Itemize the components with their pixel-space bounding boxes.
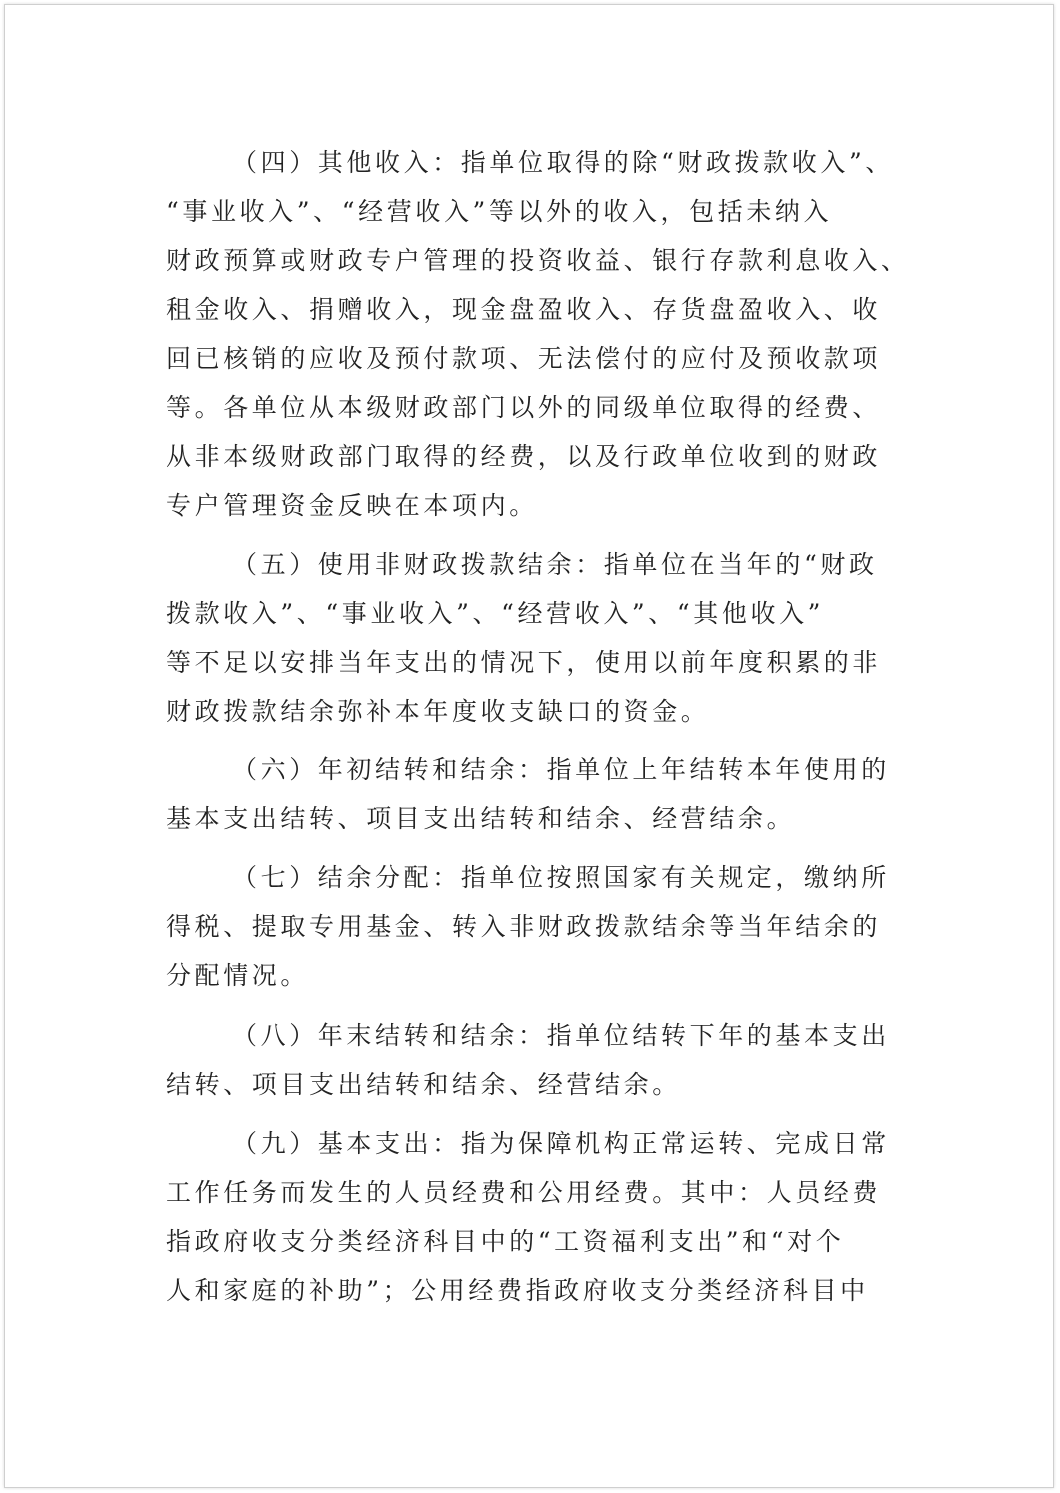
paragraph-line: 回已核销的应收及预付款项、无法偿付的应付及预收款项 (166, 344, 882, 373)
paragraph-line: （四）其他收入：指单位取得的除“财政拨款收入”、 (232, 148, 894, 177)
paragraph-line: 结转、项目支出结转和结余、经营结余。 (166, 1070, 681, 1099)
paragraph-line: 专户管理资金反映在本项内。 (166, 491, 538, 520)
paragraph-closing-balance (166, 1011, 926, 1109)
paragraph-line: 财政拨款结余弥补本年度收支缺口的资金。 (166, 697, 710, 726)
paragraph-line: 人和家庭的补助”；公用经费指政府收支分类经济科目中 (166, 1276, 869, 1305)
paragraph-line: （七）结余分配：指单位按照国家有关规定，缴纳所 (232, 863, 890, 892)
document-body (166, 138, 926, 1315)
paragraph-line: 等不足以安排当年支出的情况下，使用以前年度积累的非 (166, 648, 882, 677)
paragraph-line: 得税、提取专用基金、转入非财政拨款结余等当年结余的 (166, 912, 882, 941)
paragraph-line: 从非本级财政部门取得的经费，以及行政单位收到的财政 (166, 442, 882, 471)
paragraph-line: 基本支出结转、项目支出结转和结余、经营结余。 (166, 804, 796, 833)
paragraph-other-income (166, 138, 926, 530)
paragraph-line: 等。各单位从本级财政部门以外的同级单位取得的经费、 (166, 393, 882, 422)
paragraph-line: 分配情况。 (166, 961, 310, 990)
paragraph-balance-distribution (166, 853, 926, 1000)
paragraph-line: 指政府收支分类经济科目中的“工资福利支出”和“对个 (166, 1227, 845, 1256)
paragraph-line: （五）使用非财政拨款结余：指单位在当年的“财政 (232, 550, 878, 579)
paragraph-line: 财政预算或财政专户管理的投资收益、银行存款利息收入、 (166, 246, 910, 275)
paragraph-line: （九）基本支出：指为保障机构正常运转、完成日常 (232, 1129, 890, 1158)
paragraph-opening-balance (166, 745, 926, 843)
paragraph-line: （六）年初结转和结余：指单位上年结转本年使用的 (232, 755, 890, 784)
paragraph-line: （八）年末结转和结余：指单位结转下年的基本支出 (232, 1021, 890, 1050)
paragraph-line: 工作任务而发生的人员经费和公用经费。其中：人员经费 (166, 1178, 882, 1207)
paragraph-basic-expenditure (166, 1119, 926, 1315)
paragraph-non-fiscal-balance (166, 540, 926, 736)
paragraph-line: “事业收入”、“经营收入”等以外的收入，包括未纳入 (166, 197, 833, 226)
paragraph-line: 租金收入、捐赠收入，现金盘盈收入、存货盘盈收入、收 (166, 295, 882, 324)
paragraph-line: 拨款收入”、“事业收入”、“经营收入”、“其他收入” (166, 599, 825, 628)
